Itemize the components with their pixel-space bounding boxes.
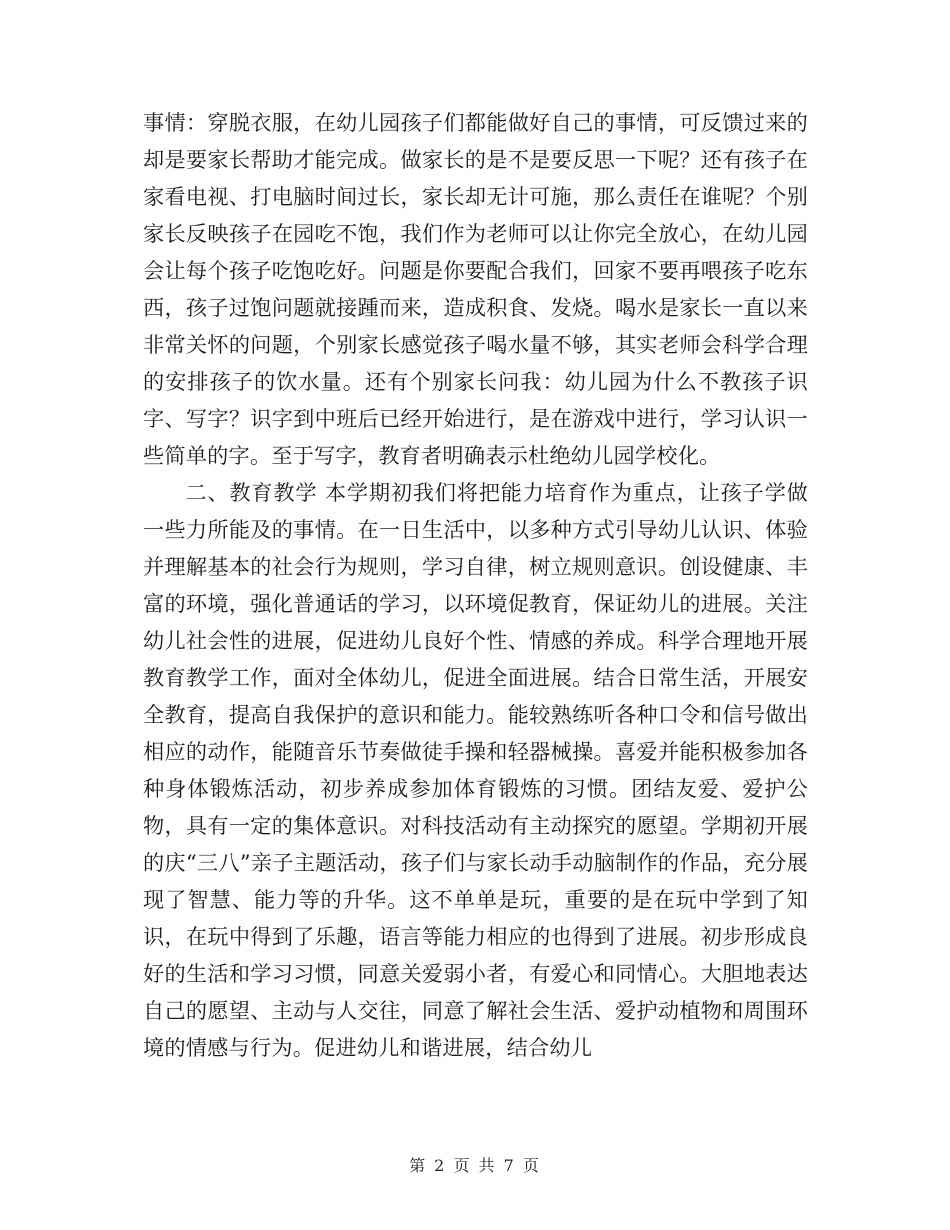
document-body: [143, 104, 808, 1066]
page-number-footer: 第 2 页 共 7 页: [409, 1156, 541, 1175]
paragraph-parent-feedback: 事情：穿脱衣服，在幼儿园孩子们都能做好自己的事情，可反馈过来的却是要家长帮助才能完成。做家长的是不是要反思一下呢？还有孩子在家看电视、打电脑时间过长，家长却无计可施，那么责任在谁呢？个别家长反映孩子在园吃不饱，我们作为老师可以让你完全放心，在幼儿园会让每个孩子吃饱吃好。问题是你要配合我们，回家不要再喂孩子吃东西，孩子过饱问题就接踵而来，造成积食、发烧。喝水是家长一直以来非常关怀的问题，个别家长感觉孩子喝水量不够，其实老师会科学合理的安排孩子的饮水量。还有个别家长问我：幼儿园为什么不教孩子识字、写字？识字到中班后已经开始进行，是在游戏中进行，学习认识一些简单的字。至于写字，教育者明确表示杜绝幼儿园学校化。: [143, 110, 808, 468]
paragraph-education-teaching: 二、教育教学 本学期初我们将把能力培育作为重点，让孩子学做一些力所能及的事情。在一日生活中，以多种方式引导幼儿认识、体验并理解基本的社会行为规则，学习自律，树立规则意识。创设健康、丰富的环境，强化普通话的学习，以环境促教育，保证幼儿的进展。关注幼儿社会性的进展，促进幼儿良好个性、情感的养成。科学合理地开展教育教学工作，面对全体幼儿，促进全面进展。结合日常生活，开展安全教育，提高自我保护的意识和能力。能较熟练听各种口令和信号做出相应的动作，能随音乐节奏做徒手操和轻器械操。喜爱并能积极参加各种身体锻炼活动，初步养成参加体育锻炼的习惯。团结友爱、爱护公物，具有一定的集体意识。对科技活动有主动探究的愿望。学期初开展的庆“三八”亲子主题活动，孩子们与家长动手动脑制作的作品，充分展现了智慧、能力等的升华。这不单单是玩，重要的是在玩中学到了知识，在玩中得到了乐趣，语言等能力相应的也得到了进展。初步形成良好的生活和学习习惯，同意关爱弱小者，有爱心和同情心。大胆地表达自己的愿望、主动与人交往，同意了解社会生活、爱护动植物和周围环境的情感与行为。促进幼儿和谐进展，结合幼儿: [143, 480, 808, 1060]
